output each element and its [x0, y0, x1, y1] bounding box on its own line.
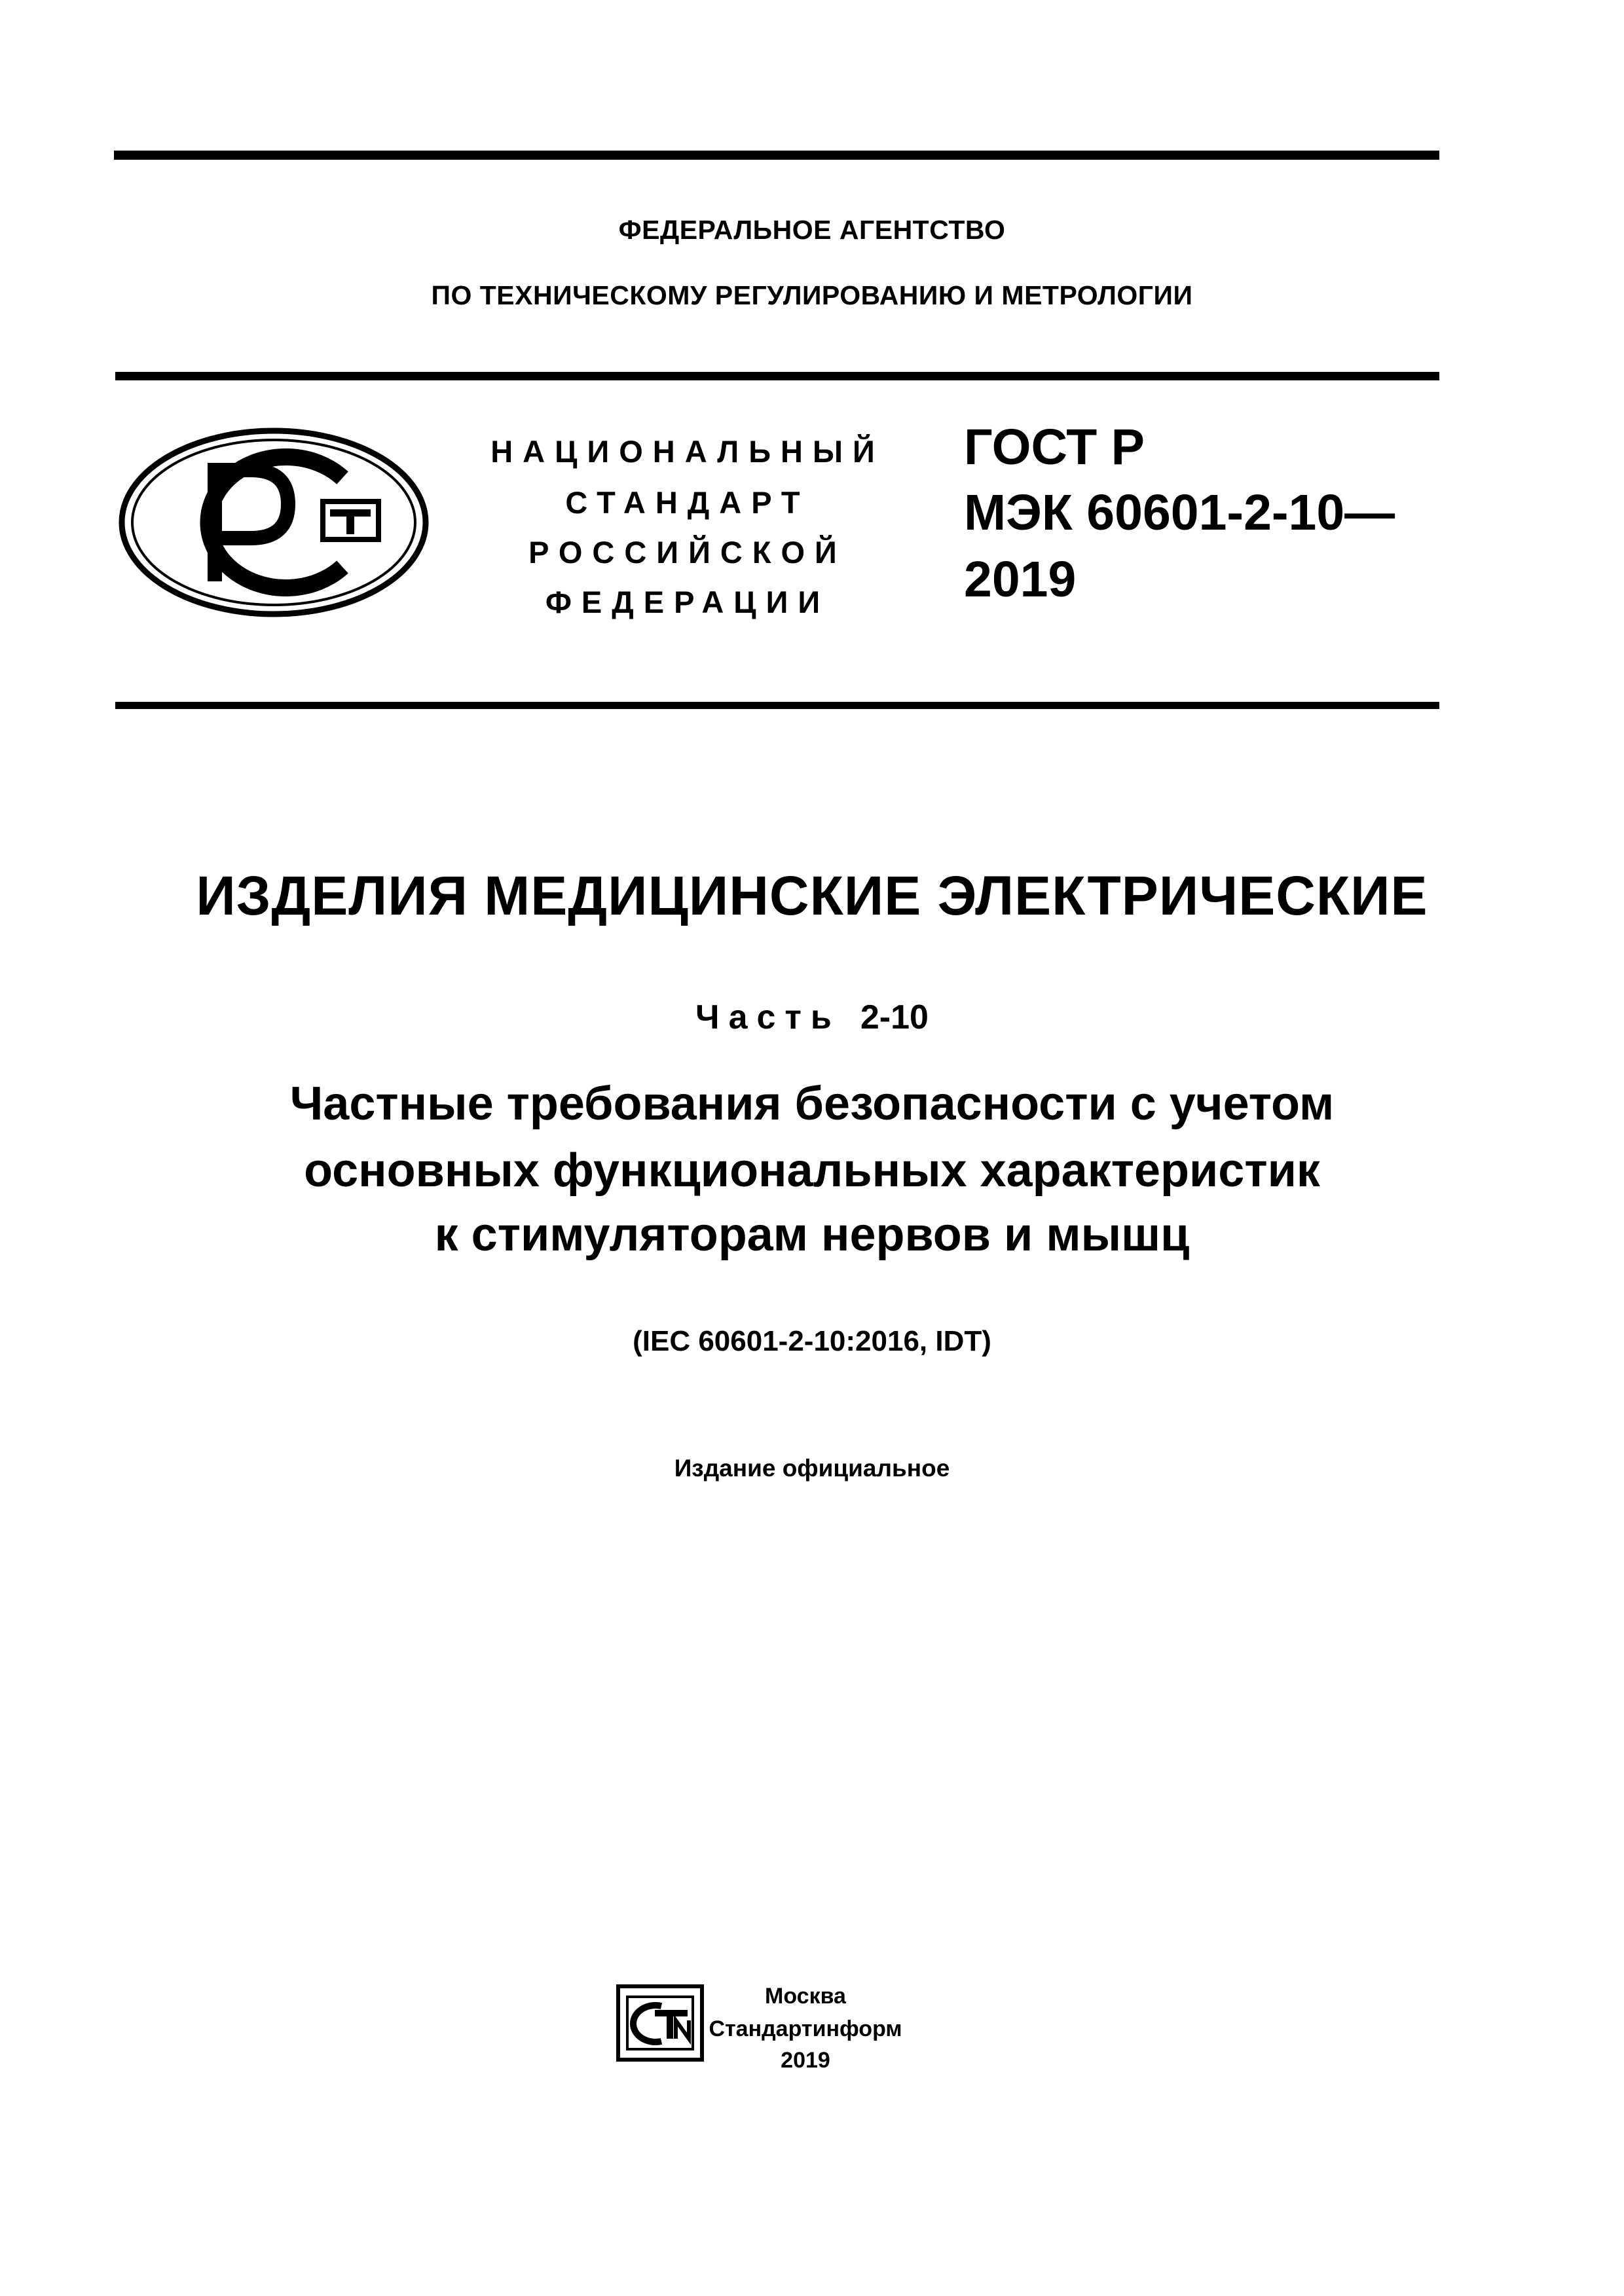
- header-rule: [115, 372, 1439, 380]
- pct-certification-mark-icon: [117, 424, 431, 621]
- standard-type-line-2: СТАНДАРТ: [565, 485, 810, 520]
- document-title: ИЗДЕЛИЯ МЕДИЦИНСКИЕ ЭЛЕКТРИЧЕСКИЕ: [196, 865, 1428, 926]
- subtitle-line-2: основных функциональных характеристик: [304, 1144, 1320, 1197]
- standartinform-logo-icon: [616, 1984, 707, 2064]
- edition-label: Издание официальное: [674, 1455, 950, 1482]
- part-heading: [0, 998, 1624, 1037]
- agency-line-2: ПО ТЕХНИЧЕСКОМУ РЕГУЛИРОВАНИЮ И МЕТРОЛОГИИ: [431, 280, 1193, 310]
- subtitle-line-1: Частные требования безопасности с учетом: [289, 1078, 1335, 1130]
- designation-line-1: ГОСТ Р: [964, 419, 1145, 475]
- subtitle-line-3: к стимуляторам нервов и мышц: [434, 1209, 1190, 1261]
- publisher-year: 2019: [781, 2048, 830, 2073]
- agency-line-1: ФЕДЕРАЛЬНОЕ АГЕНТСТВО: [618, 215, 1006, 245]
- header-bottom-rule: [115, 702, 1439, 709]
- standard-type-line-4: ФЕДЕРАЦИИ: [545, 585, 830, 619]
- part-label: Часть: [695, 998, 841, 1036]
- designation-line-2: МЭК 60601-2-10—: [964, 484, 1395, 541]
- part-number: 2-10: [860, 998, 929, 1036]
- publisher-name: Стандартинформ: [709, 2016, 902, 2041]
- designation-line-3: 2019: [964, 551, 1077, 608]
- standard-type-line-1: НАЦИОНАЛЬНЫЙ: [490, 434, 885, 469]
- publisher-city: Москва: [765, 1984, 846, 2009]
- top-rule: [114, 151, 1439, 160]
- standard-type-line-3: РОССИЙСКОЙ: [528, 535, 847, 570]
- iec-reference: (IEC 60601-2-10:2016, IDT): [633, 1325, 991, 1357]
